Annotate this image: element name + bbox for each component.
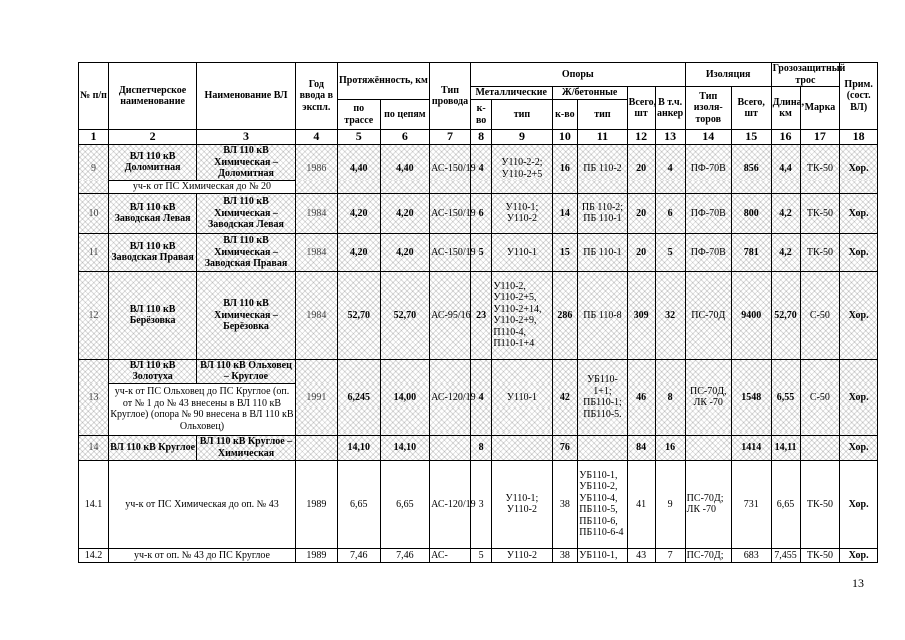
row-number: 13 bbox=[79, 359, 109, 435]
anchor-pcs: 7 bbox=[655, 548, 685, 562]
header-metal-qty: к-во bbox=[470, 100, 491, 130]
wire-type: АС-150/19 bbox=[430, 193, 471, 233]
dispatch-name: ВЛ 110 кВ Берёзовка bbox=[109, 271, 197, 359]
total-pcs: 43 bbox=[627, 548, 655, 562]
header-ground-mark: Марка bbox=[800, 87, 840, 130]
year: 1984 bbox=[295, 271, 337, 359]
header-row-1 bbox=[79, 63, 878, 87]
concrete-type: ПБ 110-8 bbox=[578, 271, 627, 359]
note: Хор. bbox=[840, 193, 878, 233]
header-dispatch: Диспетчерское наименование bbox=[109, 63, 197, 130]
ground-mark: ТК-50 bbox=[800, 193, 840, 233]
row-number: 11 bbox=[79, 233, 109, 271]
length-circuits: 4,20 bbox=[380, 233, 429, 271]
ground-mark: ТК-50 bbox=[800, 144, 840, 193]
ground-mark: ТК-50 bbox=[800, 460, 840, 548]
concrete-type: УБ110-1, bbox=[578, 548, 627, 562]
total-pcs: 46 bbox=[627, 359, 655, 435]
row-number: 12 bbox=[79, 271, 109, 359]
note: Хор. bbox=[840, 271, 878, 359]
metal-type: У110-2 bbox=[492, 548, 552, 562]
col-num: 1 bbox=[79, 130, 109, 145]
header-insulator-type: Тип изоля-торов bbox=[685, 87, 731, 130]
header-wire: Тип провода bbox=[430, 63, 471, 130]
metal-qty: 4 bbox=[470, 359, 491, 435]
header-insulator-total: Всего, шт bbox=[731, 87, 771, 130]
dispatch-name: ВЛ 110 кВ Заводская Левая bbox=[109, 193, 197, 233]
year: 1991 bbox=[295, 359, 337, 435]
metal-type: У110-1 bbox=[492, 233, 552, 271]
header-ground-length: Длина, км bbox=[771, 87, 800, 130]
table-row bbox=[79, 435, 878, 460]
table-row bbox=[79, 144, 878, 180]
header-concrete-type: тип bbox=[578, 100, 627, 130]
column-numbers-row bbox=[79, 130, 878, 145]
metal-qty: 6 bbox=[470, 193, 491, 233]
note: Хор. bbox=[840, 435, 878, 460]
header-note: Прим. (сост. ВЛ) bbox=[840, 63, 878, 130]
metal-type bbox=[492, 435, 552, 460]
dispatch-name: ВЛ 110 кВ Заводская Правая bbox=[109, 233, 197, 271]
insulator-total: 683 bbox=[731, 548, 771, 562]
concrete-type: ПБ 110-2; ПБ 110-1 bbox=[578, 193, 627, 233]
ground-mark: С-50 bbox=[800, 271, 840, 359]
anchor-pcs: 5 bbox=[655, 233, 685, 271]
header-ground-wire: Грозозащитный трос bbox=[772, 63, 846, 86]
col-num: 6 bbox=[380, 130, 429, 145]
insulator-type: ПС-70Д bbox=[685, 271, 731, 359]
anchor-pcs: 32 bbox=[655, 271, 685, 359]
line-name: ВЛ 110 кВ Химическая – Заводская Правая bbox=[197, 233, 296, 271]
metal-type: У110-2-2; У110-2+5 bbox=[492, 144, 552, 193]
concrete-qty: 14 bbox=[552, 193, 578, 233]
page-number: 13 bbox=[852, 576, 864, 590]
length-route: 6,65 bbox=[337, 460, 380, 548]
anchor-pcs: 9 bbox=[655, 460, 685, 548]
anchor-pcs: 6 bbox=[655, 193, 685, 233]
length-circuits: 7,46 bbox=[380, 548, 429, 562]
wire-type: АС-120/19 bbox=[430, 460, 471, 548]
section-name: уч-к от ПС Химическая до № 20 bbox=[109, 180, 296, 193]
ground-length: 4,4 bbox=[771, 144, 800, 193]
section-name: уч-к от ПС Ольховец до ПС Круглое (оп. от № 1 до № 43 внесены в ВЛ 110 кВ Круглое) (опора № 90 внесена в ВЛ 110 кВ Ольховец) bbox=[109, 383, 296, 435]
wire-type: АС-120/19 bbox=[430, 359, 471, 435]
length-circuits: 4,20 bbox=[380, 193, 429, 233]
header-supports: Опоры bbox=[470, 63, 685, 87]
line-name: ВЛ 110 кВ Химическая – Доломитная bbox=[197, 144, 296, 180]
length-route: 52,70 bbox=[337, 271, 380, 359]
table-row bbox=[79, 359, 878, 383]
col-num: 17 bbox=[800, 130, 840, 145]
length-route: 7,46 bbox=[337, 548, 380, 562]
length-route: 4,40 bbox=[337, 144, 380, 193]
anchor-pcs: 8 bbox=[655, 359, 685, 435]
ground-length: 14,11 bbox=[771, 435, 800, 460]
insulator-type: ПФ-70В bbox=[685, 144, 731, 193]
header-metal-type: тип bbox=[492, 100, 552, 130]
ground-mark: ТК-50 bbox=[800, 548, 840, 562]
row-number: 14 bbox=[79, 435, 109, 460]
ground-length: 6,65 bbox=[771, 460, 800, 548]
insulator-total: 800 bbox=[731, 193, 771, 233]
concrete-qty: 38 bbox=[552, 460, 578, 548]
year: 1984 bbox=[295, 233, 337, 271]
note: Хор. bbox=[840, 359, 878, 435]
insulator-type: ПС-70Д; bbox=[685, 548, 731, 562]
insulator-total: 1414 bbox=[731, 435, 771, 460]
col-num: 7 bbox=[430, 130, 471, 145]
header-year: Год ввода в экспл. bbox=[295, 63, 337, 130]
ground-length: 4,2 bbox=[771, 193, 800, 233]
header-anchor: В т.ч. анкер bbox=[655, 87, 685, 130]
row-number: 10 bbox=[79, 193, 109, 233]
col-num: 2 bbox=[109, 130, 197, 145]
wire-type: АС-95/16 bbox=[430, 271, 471, 359]
wire-type bbox=[430, 435, 471, 460]
insulator-type: ПС-70Д; ЛК -70 bbox=[685, 460, 731, 548]
line-name: ВЛ 110 кВ Ольховец – Круглое bbox=[197, 359, 296, 383]
col-num: 15 bbox=[731, 130, 771, 145]
concrete-type: ПБ 110-2 bbox=[578, 144, 627, 193]
line-name: ВЛ 110 кВ Химическая – Берёзовка bbox=[197, 271, 296, 359]
row-number: 9 bbox=[79, 144, 109, 193]
ground-length: 7,455 bbox=[771, 548, 800, 562]
length-circuits: 52,70 bbox=[380, 271, 429, 359]
anchor-pcs: 16 bbox=[655, 435, 685, 460]
concrete-type: ПБ 110-1 bbox=[578, 233, 627, 271]
year bbox=[295, 435, 337, 460]
table-row bbox=[79, 548, 878, 562]
metal-qty: 4 bbox=[470, 144, 491, 193]
ground-mark: С-50 bbox=[800, 359, 840, 435]
length-route: 6,245 bbox=[337, 359, 380, 435]
line-name: ВЛ 110 кВ Круглое – Химическая bbox=[197, 435, 296, 460]
table-row bbox=[79, 193, 878, 233]
col-num: 12 bbox=[627, 130, 655, 145]
row-number: 14.2 bbox=[79, 548, 109, 562]
row-number: 14.1 bbox=[79, 460, 109, 548]
length-circuits: 6,65 bbox=[380, 460, 429, 548]
insulator-type: ПФ-70В bbox=[685, 233, 731, 271]
wire-type: АС-150/19 bbox=[430, 233, 471, 271]
table-row bbox=[79, 460, 878, 548]
header-metal: Металлические bbox=[470, 87, 552, 100]
concrete-qty: 38 bbox=[552, 548, 578, 562]
ground-length: 52,70 bbox=[771, 271, 800, 359]
header-no: № п/п bbox=[79, 63, 109, 130]
total-pcs: 41 bbox=[627, 460, 655, 548]
header-total-pcs: Всего, шт bbox=[627, 87, 655, 130]
metal-qty: 3 bbox=[470, 460, 491, 548]
total-pcs: 20 bbox=[627, 233, 655, 271]
concrete-type: УБ110-1+1; ПБ110-1; ПБ110-5. bbox=[578, 359, 627, 435]
metal-type: У110-2, У110-2+5, У110-2+14, У110-2+9, П110-4, П110-1+4 bbox=[492, 271, 552, 359]
metal-type: У110-1; У110-2 bbox=[492, 460, 552, 548]
dispatch-name: ВЛ 110 кВ Доломитная bbox=[109, 144, 197, 180]
insulator-total: 731 bbox=[731, 460, 771, 548]
length-route: 4,20 bbox=[337, 233, 380, 271]
length-route: 14,10 bbox=[337, 435, 380, 460]
concrete-type bbox=[578, 435, 627, 460]
length-circuits: 14,10 bbox=[380, 435, 429, 460]
ground-mark: ТК-50 bbox=[800, 233, 840, 271]
insulator-total: 9400 bbox=[731, 271, 771, 359]
year: 1989 bbox=[295, 460, 337, 548]
col-num: 13 bbox=[655, 130, 685, 145]
header-name: Наименование ВЛ bbox=[197, 63, 296, 130]
header-length: Протяжённость, км bbox=[337, 63, 429, 100]
line-name: ВЛ 110 кВ Химическая – Заводская Левая bbox=[197, 193, 296, 233]
metal-qty: 8 bbox=[470, 435, 491, 460]
insulator-type: ПФ-70В bbox=[685, 193, 731, 233]
note: Хор. bbox=[840, 460, 878, 548]
year: 1986 bbox=[295, 144, 337, 193]
ground-mark bbox=[800, 435, 840, 460]
concrete-qty: 16 bbox=[552, 144, 578, 193]
col-num: 4 bbox=[295, 130, 337, 145]
insulator-total: 1548 bbox=[731, 359, 771, 435]
header-length-circuits: по цепям bbox=[380, 100, 429, 130]
table-row bbox=[79, 233, 878, 271]
concrete-qty: 15 bbox=[552, 233, 578, 271]
section-name: уч-к от оп. № 43 до ПС Круглое bbox=[109, 548, 296, 562]
col-num: 16 bbox=[771, 130, 800, 145]
metal-type: У110-1 bbox=[492, 359, 552, 435]
total-pcs: 20 bbox=[627, 144, 655, 193]
note: Хор. bbox=[840, 144, 878, 193]
dispatch-name: ВЛ 110 кВ Круглое bbox=[109, 435, 197, 460]
ground-length: 4,2 bbox=[771, 233, 800, 271]
wire-type: АС- bbox=[430, 548, 471, 562]
concrete-qty: 42 bbox=[552, 359, 578, 435]
length-circuits: 14,00 bbox=[380, 359, 429, 435]
table-row bbox=[79, 271, 878, 359]
header-length-route: по трассе bbox=[337, 100, 380, 130]
total-pcs: 309 bbox=[627, 271, 655, 359]
metal-type: У110-1; У110-2 bbox=[492, 193, 552, 233]
concrete-qty: 286 bbox=[552, 271, 578, 359]
header-concrete: Ж/бетонные bbox=[552, 87, 627, 100]
concrete-type: УБ110-1, УБ110-2, УБ110-4, ПБ110-5, ПБ110-6, ПБ110-6-4 bbox=[578, 460, 627, 548]
header-insulation: Изоляция bbox=[685, 63, 771, 87]
ground-length: 6,55 bbox=[771, 359, 800, 435]
total-pcs: 20 bbox=[627, 193, 655, 233]
header-concrete-qty: к-во bbox=[552, 100, 578, 130]
col-num: 3 bbox=[197, 130, 296, 145]
note: Хор. bbox=[840, 233, 878, 271]
lines-table bbox=[78, 62, 878, 563]
anchor-pcs: 4 bbox=[655, 144, 685, 193]
metal-qty: 5 bbox=[470, 548, 491, 562]
total-pcs: 84 bbox=[627, 435, 655, 460]
concrete-qty: 76 bbox=[552, 435, 578, 460]
year: 1984 bbox=[295, 193, 337, 233]
year: 1989 bbox=[295, 548, 337, 562]
col-num: 8 bbox=[470, 130, 491, 145]
col-num: 9 bbox=[492, 130, 552, 145]
insulator-type: ПС-70Д, ЛК -70 bbox=[685, 359, 731, 435]
col-num: 10 bbox=[552, 130, 578, 145]
col-num: 11 bbox=[578, 130, 627, 145]
wire-type: АС-150/19 bbox=[430, 144, 471, 193]
length-route: 4,20 bbox=[337, 193, 380, 233]
note: Хор. bbox=[840, 548, 878, 562]
section-name: уч-к от ПС Химическая до оп. № 43 bbox=[109, 460, 296, 548]
col-num: 5 bbox=[337, 130, 380, 145]
metal-qty: 23 bbox=[470, 271, 491, 359]
col-num: 18 bbox=[840, 130, 878, 145]
length-circuits: 4,40 bbox=[380, 144, 429, 193]
insulator-total: 856 bbox=[731, 144, 771, 193]
col-num: 14 bbox=[685, 130, 731, 145]
insulator-type bbox=[685, 435, 731, 460]
insulator-total: 781 bbox=[731, 233, 771, 271]
metal-qty: 5 bbox=[470, 233, 491, 271]
dispatch-name: ВЛ 110 кВ Золотуха bbox=[109, 359, 197, 383]
